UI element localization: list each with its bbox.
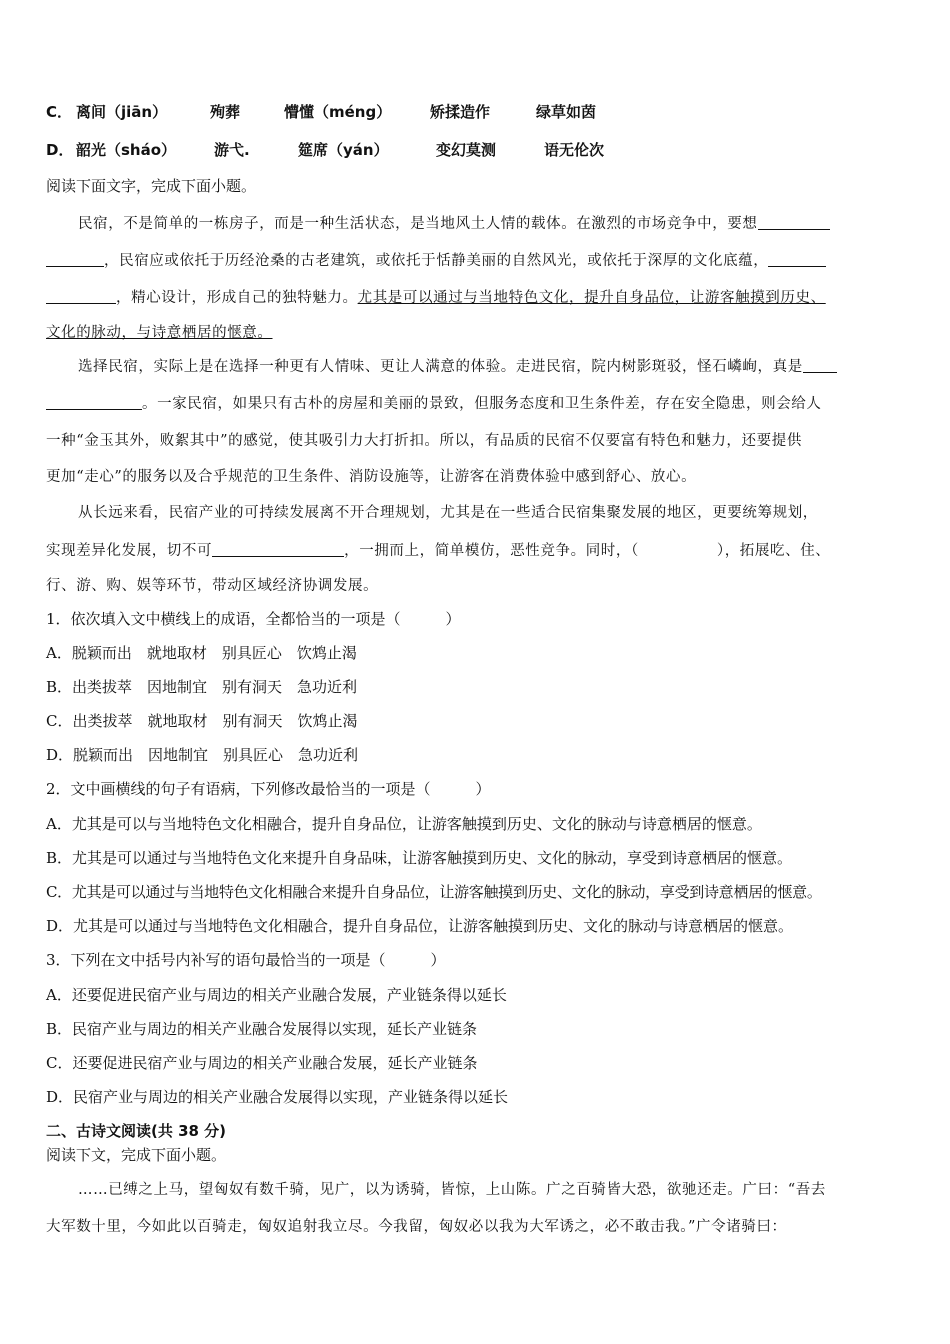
passage-line [46,540,830,561]
classical-text-line: 大军数十里，今如此以百骑走，匈奴追射我立尽。今我留，匈奴必以我为大军诱之，必不敢击我。”广令诸骑曰： [46,1219,787,1235]
passage-line [46,250,826,271]
fill-blank [46,393,142,410]
fill-blank [803,356,837,373]
fill-blank [46,287,116,304]
fill-blank [758,213,830,230]
instruction: 阅读下面文字，完成下面小题。 [46,177,257,195]
fill-blank [46,250,104,267]
answer-option: D．民宿产业与周边的相关产业融合发展得以实现，产业链条得以延长 [46,1088,509,1106]
question-stem: 2．文中画横线的句子有语病，下列修改最恰当的一项是（ ） [46,780,491,798]
passage-text: 。一家民宿，如果只有古朴的房屋和美丽的景致，但服务态度和卫生条件差，存在安全隐患，则会给人 [142,396,822,412]
passage-text: ，精心设计，形成自己的独特魅力。 [116,290,358,306]
answer-option: C．尤其是可以通过与当地特色文化相融合来提升自身品位，让游客触摸到历史、文化的脉动，享受到诗意栖居的惬意。 [46,883,822,901]
fill-blank [768,250,826,267]
passage-text: ），拓展吃、住、 [716,543,831,559]
option-d-item: 筵席（yán） [298,141,389,159]
question-stem: 3．下列在文中括号内补写的语句最恰当的一项是（ ） [46,951,446,969]
option-d-label: D． [46,141,74,159]
passage-text: ，一拥而上，简单模仿，恶性竞争。同时，（ [344,543,639,559]
passage-line: 更加“走心”的服务以及合乎规范的卫生条件、消防设施等，让游客在消费体验中感到舒心、放心。 [46,469,697,485]
passage-text: 实现差异化发展，切不可 [46,543,213,559]
passage-line: 从长远来看，民宿产业的可持续发展离不开合理规划，尤其是在一些适合民宿集聚发展的地区，更要统筹规划， [78,505,818,521]
option-d-item: 韶光（sháo） [76,141,177,159]
passage-line [46,287,826,308]
section-heading: 二、古诗文阅读(共 38 分) [46,1122,227,1140]
passage-text: ，民宿应或依托于历经沧桑的古老建筑，或依托于恬静美丽的自然风光，或依托于深厚的文化底蕴， [104,253,769,269]
answer-option: A．尤其是可以与当地特色文化相融合，提升自身品位，让游客触摸到历史、文化的脉动与诗意栖居的惬意。 [46,815,762,833]
option-c-label: C． [46,103,73,121]
option-d-item: 语无伦次 [544,141,605,159]
option-d-item: 变幻莫测 [436,141,497,159]
answer-option: A．脱颖而出 就地取材 别具匠心 饮鸩止渴 [46,644,357,662]
answer-option: A．还要促进民宿产业与周边的相关产业融合发展，产业链条得以延长 [46,986,507,1004]
option-c-item: 离间（jiān） [76,103,168,121]
answer-option: B．出类拔萃 因地制宜 别有洞天 急功近利 [46,678,358,696]
passage-line [46,323,273,343]
option-c-item: 绿草如茵 [536,103,597,121]
option-c-item: 懵懂（méng） [284,103,392,121]
passage-text: 民宿，不是简单的一栋房子，而是一种生活状态，是当地风土人情的载体。在激烈的市场竞争中，要想 [78,216,758,232]
option-d-item: 游弋. [214,141,250,159]
passage-line: 一种“金玉其外，败絮其中”的感觉，使其吸引力大打折扣。所以，有品质的民宿不仅要富有特色和魅力，还要提供 [46,433,802,449]
passage-line [78,356,837,377]
underlined-sentence: 文化的脉动，与诗意栖居的惬意。 [46,325,273,341]
answer-option: B．尤其是可以通过与当地特色文化来提升自身品味，让游客触摸到历史、文化的脉动，享受到诗意栖居的惬意。 [46,849,793,867]
prev-option-c [46,102,596,122]
answer-option: D．尤其是可以通过与当地特色文化相融合，提升自身品位，让游客触摸到历史、文化的脉动与诗意栖居的惬意。 [46,917,794,935]
answer-option: D．脱颖而出 因地制宜 别具匠心 急功近利 [46,746,359,764]
option-c-item: 矫揉造作 [430,103,491,121]
underlined-sentence: 尤其是可以通过与当地特色文化，提升自身品位，让游客触摸到历史、 [357,290,826,306]
passage-text: 选择民宿，实际上是在选择一种更有人情味、更让人满意的体验。走进民宿，院内树影斑驳，怪石嶙峋，真是 [78,359,803,375]
question-stem: 1．依次填入文中横线上的成语，全都恰当的一项是（ ） [46,610,461,628]
answer-option: C．出类拔萃 就地取材 别有洞天 饮鸩止渴 [46,712,358,730]
passage-line [46,393,822,414]
answer-option: C．还要促进民宿产业与周边的相关产业融合发展，延长产业链条 [46,1054,478,1072]
fill-blank [212,540,344,557]
option-c-item: 殉葬 [210,103,241,121]
passage-line: 行、游、购、娱等环节，带动区域经济协调发展。 [46,578,379,594]
classical-text-line: ……已缚之上马，望匈奴有数千骑，见广，以为诱骑，皆惊，上山陈。广之百骑皆大恐，欲驰还走。广曰：“吾去 [78,1182,826,1198]
prev-option-d [46,140,604,160]
passage-line [78,213,830,234]
answer-option: B．民宿产业与周边的相关产业融合发展得以实现，延长产业链条 [46,1020,478,1038]
instruction: 阅读下文，完成下面小题。 [46,1146,227,1164]
